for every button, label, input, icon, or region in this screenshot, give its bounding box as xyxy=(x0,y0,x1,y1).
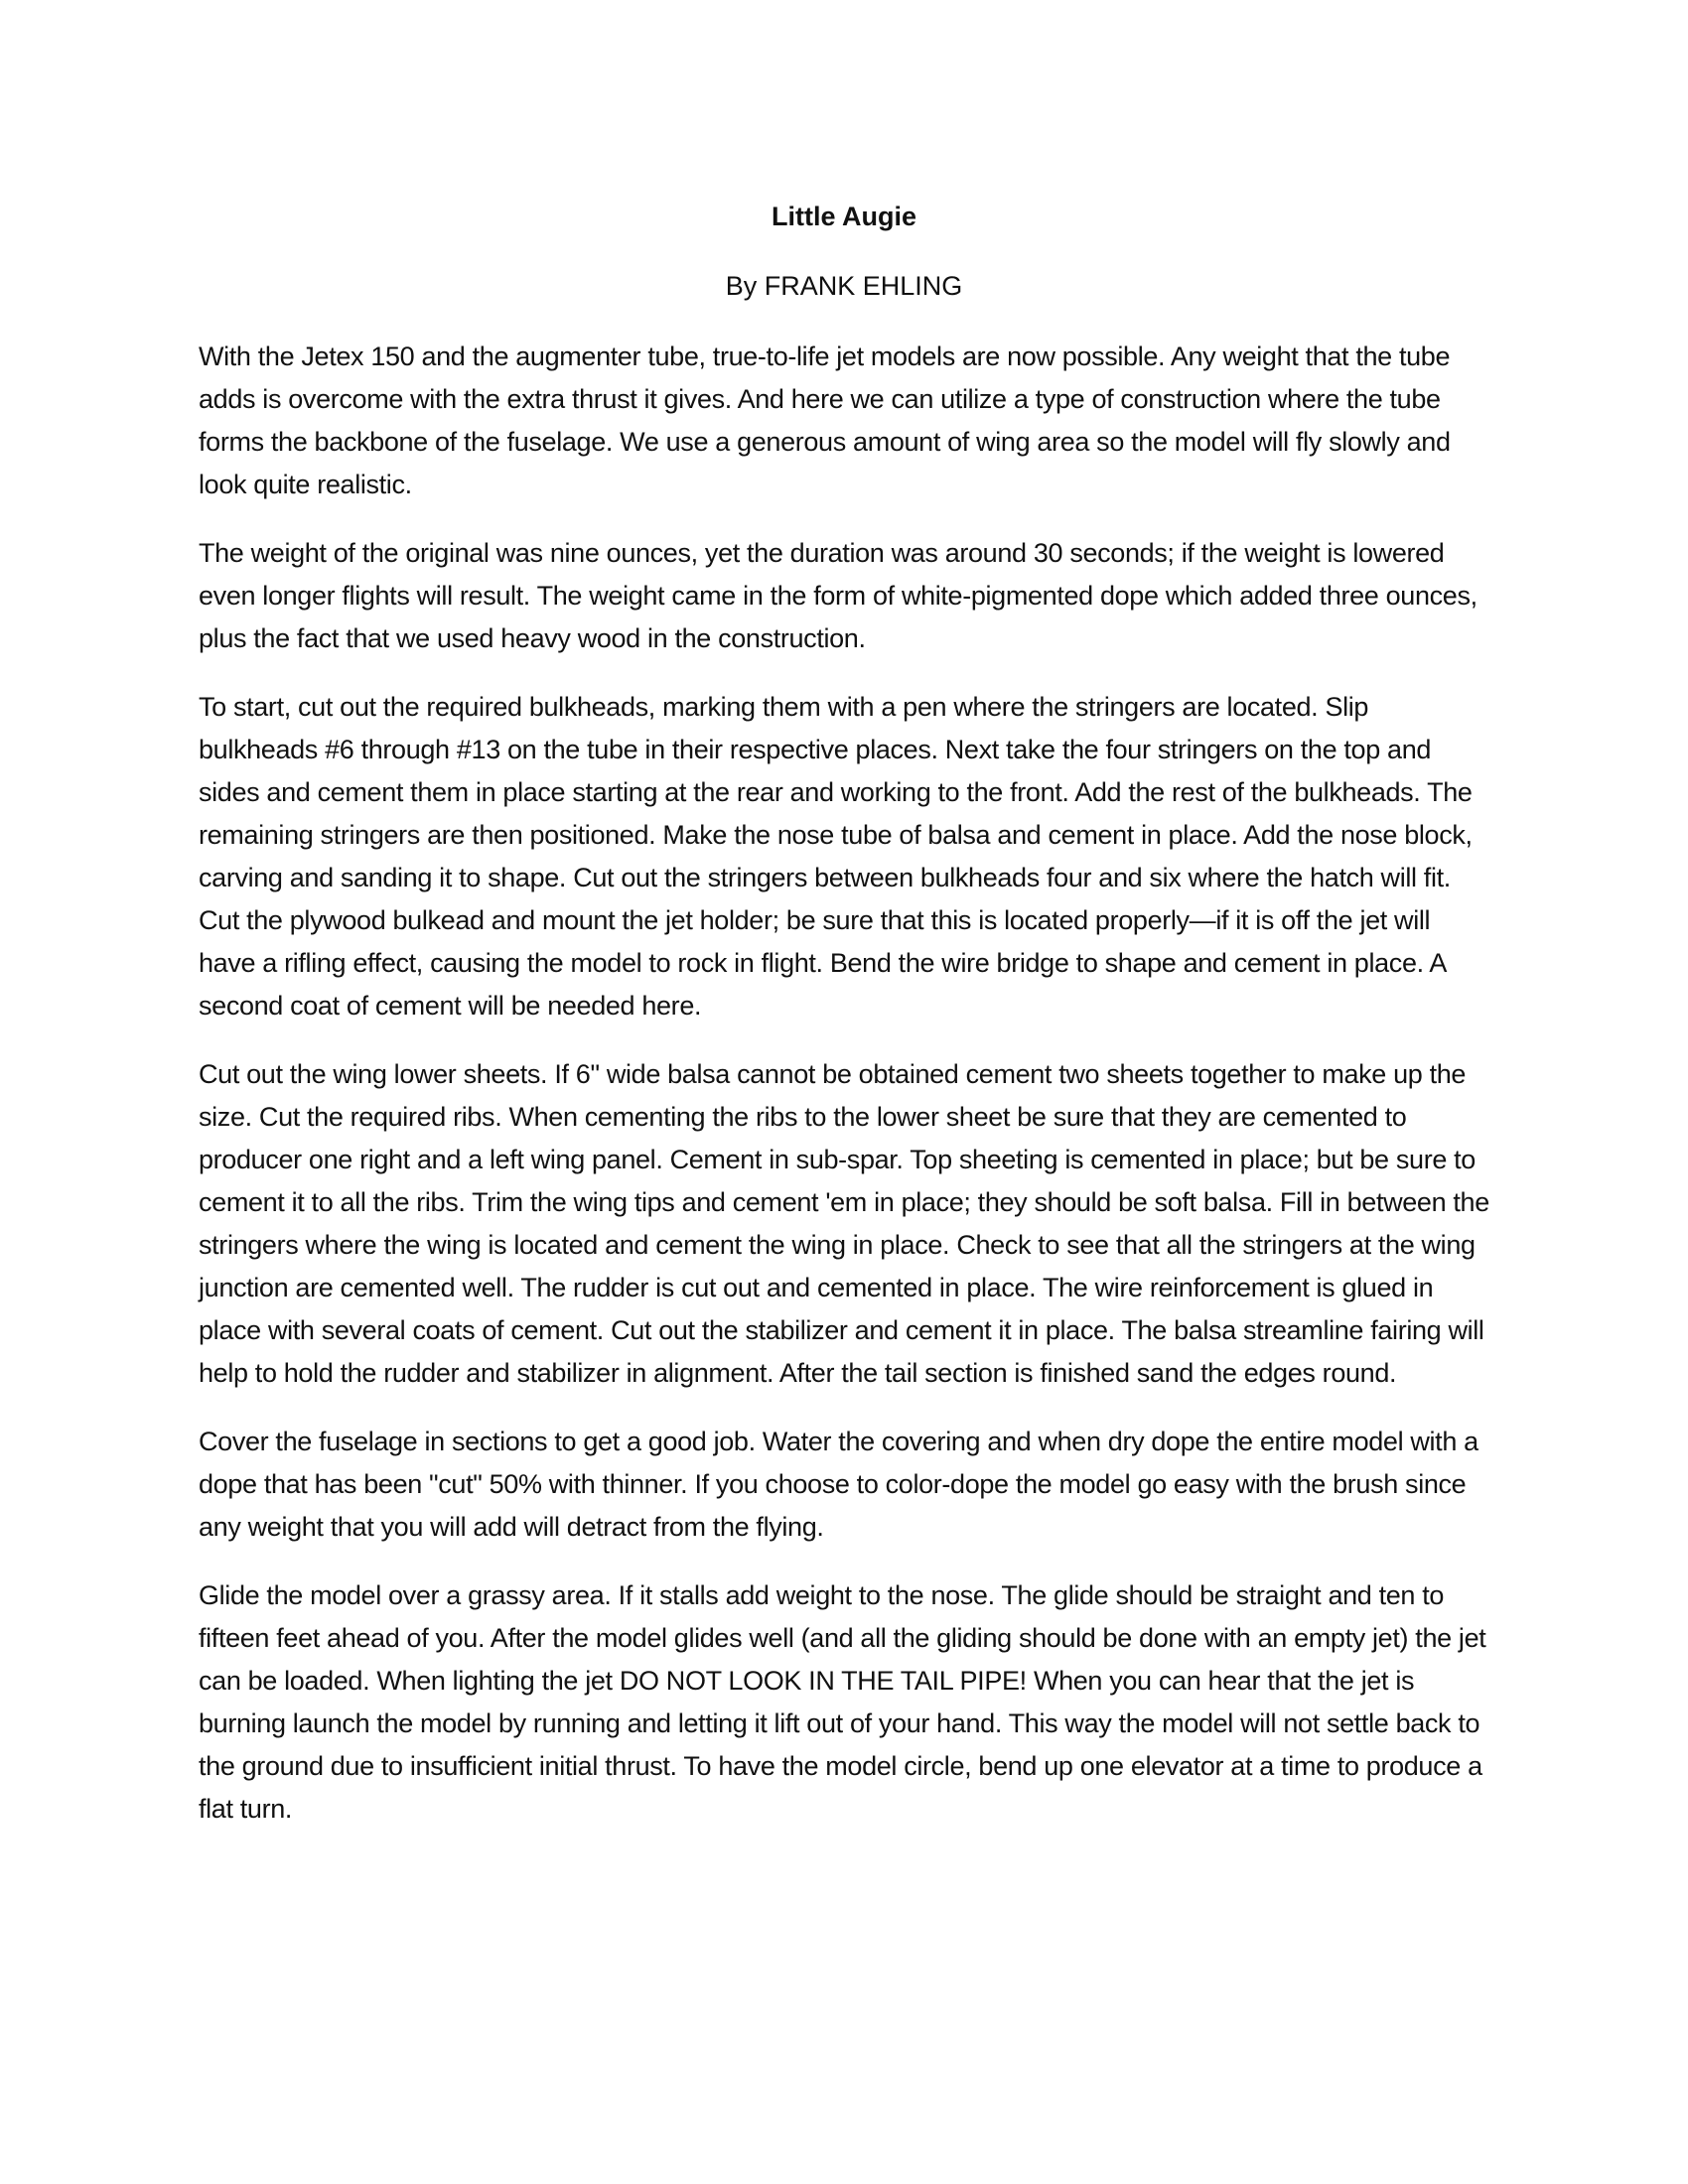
paragraph-covering: Cover the fuselage in sections to get a good job. Water the covering and when dry dope the entire model with a dope that has been "cut" 50% with thinner. If you choose to color-dope the model go easy with the brush since any weight that you will add will detract from the flying. xyxy=(199,1427,1478,1542)
paragraph-wing-construction: Cut out the wing lower sheets. If 6" wide balsa cannot be obtained cement two sheets together to make up the size. Cut the required ribs. When cementing the ribs to the lower sheet be sure that they are cemented to producer one right and a left wing panel. Cement in sub-spar. Top sheeting is cemented in place; but be sure to cement it to all the ribs. Trim the wing tips and cement 'em in place; they should be soft balsa. Fill in between the stringers where the wing is located and cement the wing in place. Check to see that all the stringers at the wing junction are cemented well. The rudder is cut out and cemented in place. The wire reinforcement is glued in place with several coats of cement. Cut out the stabilizer and cement it in place. The balsa streamline fairing will help to hold the rudder and stabilizer in alignment. After the tail section is finished sand the edges round. xyxy=(199,1059,1489,1388)
paragraph-weight: The weight of the original was nine ounces, yet the duration was around 30 seconds; if the weight is lowered even longer flights will result. The weight came in the form of white-pigmented dope which added three ounces, plus the fact that we used heavy wood in the construction. xyxy=(199,538,1477,653)
paragraph-flying: Glide the model over a grassy area. If it stalls add weight to the nose. The glide should be straight and ten to fifteen feet ahead of you. After the model glides well (and all the gliding should be done with an empty jet) the jet can be loaded. When lighting the jet DO NOT LOOK IN THE TAIL PIPE! When you can hear that the jet is burning launch the model by running and letting it lift out of your hand. This way the model will not settle back to the ground due to insufficient initial thrust. To have the model circle, bend up one elevator at a time to produce a flat turn. xyxy=(199,1580,1486,1824)
document-byline: By FRANK EHLING xyxy=(725,271,963,301)
document-title: Little Augie xyxy=(772,202,916,231)
document-body xyxy=(199,336,1489,1856)
paragraph-fuselage-construction: To start, cut out the required bulkheads, marking them with a pen where the stringers are located. Slip bulkheads #6 through #13 on the tube in their respective places. Next take the four stringers on the top and sides and cement them in place starting at the rear and working to the front. Add the rest of the bulkheads. The remaining stringers are then positioned. Make the nose tube of balsa and cement in place. Add the nose block, carving and sanding it to shape. Cut out the stringers between bulkheads four and six where the hatch will fit. Cut the plywood bulkead and mount the jet holder; be sure that this is located properly—if it is off the jet will have a rifling effect, causing the model to rock in flight. Bend the wire bridge to shape and cement in place. A second coat of cement will be needed here. xyxy=(199,692,1473,1021)
paragraph-intro: With the Jetex 150 and the augmenter tube, true-to-life jet models are now possible. Any weight that the tube adds is overcome with the extra thrust it gives. And here we can utilize a type of construction where the tube forms the backbone of the fuselage. We use a generous amount of wing area so the model will fly slowly and look quite realistic. xyxy=(199,341,1451,499)
